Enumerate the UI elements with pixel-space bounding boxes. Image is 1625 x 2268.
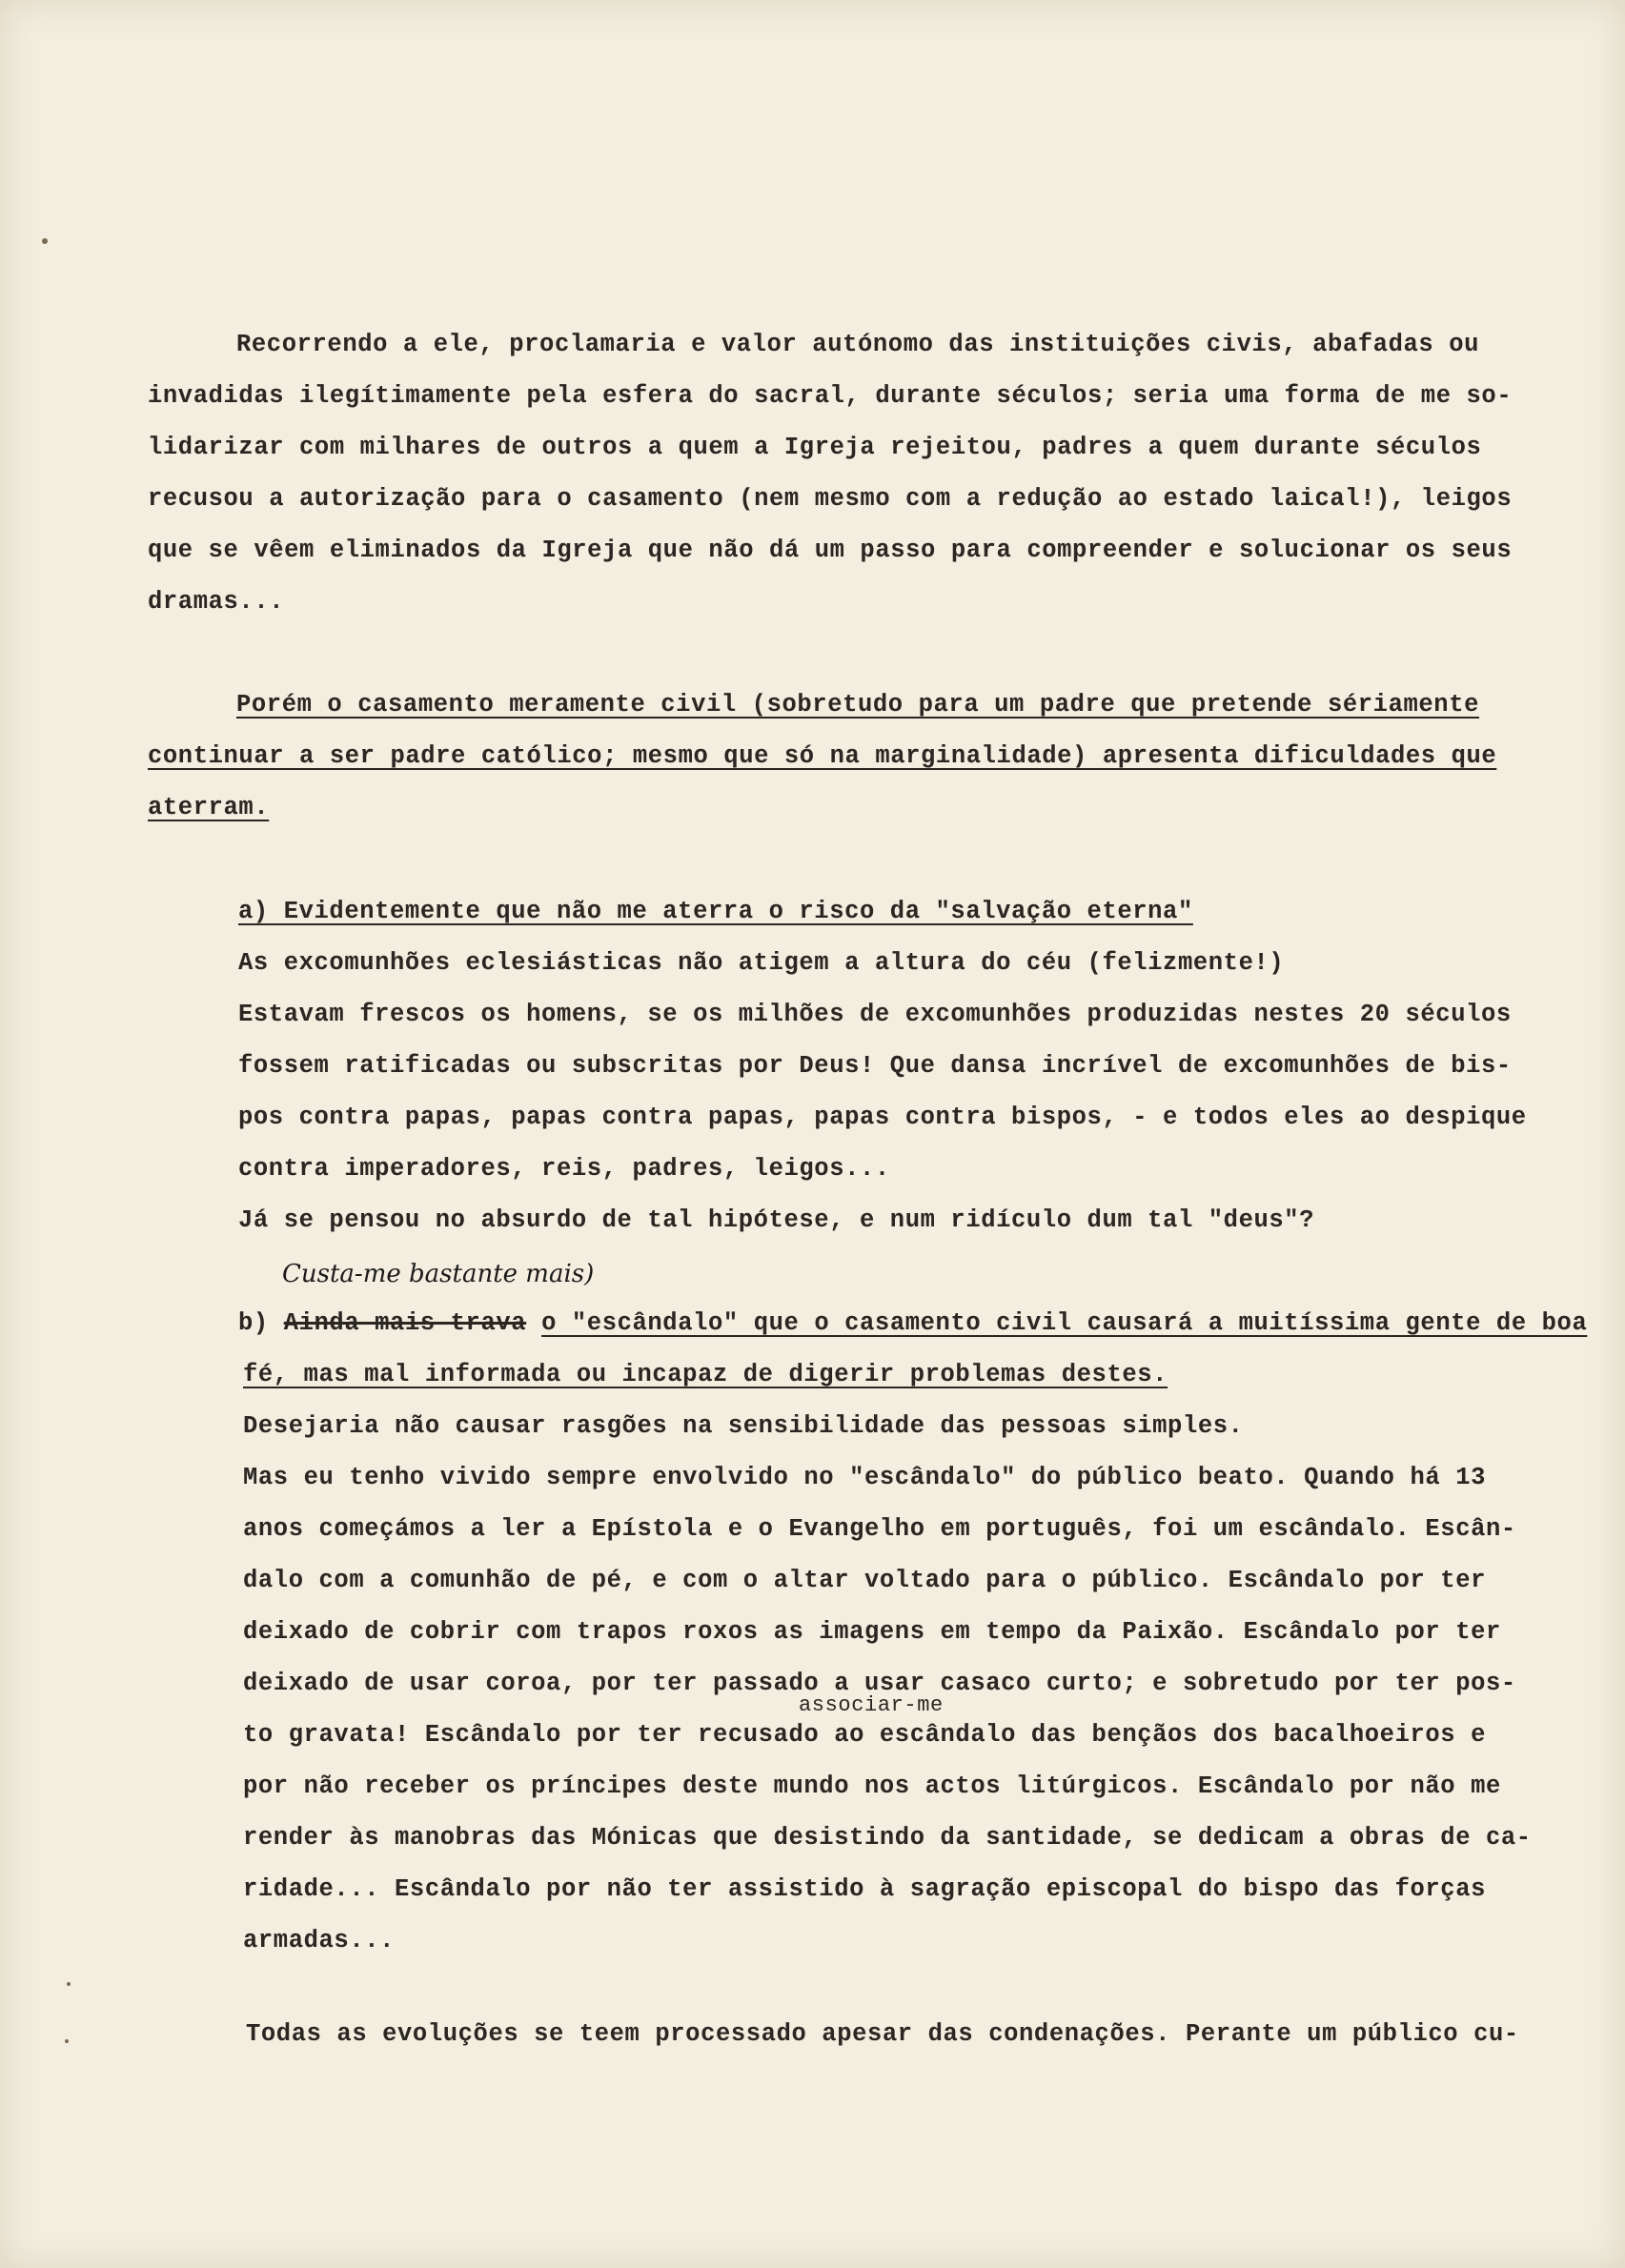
section-b-heading-text: o "escândalo" que o casamento civil causará a muitíssima gente de boa	[541, 1309, 1588, 1337]
paragraph-1-line: Recorrendo a ele, proclamaria e valor autónomo das instituições civis, abafadas ou	[236, 331, 1480, 358]
paragraph-2-line: continuar a ser padre católico; mesmo que só na marginalidade) apresenta dificuldades que	[148, 742, 1497, 770]
section-b-line: Mas eu tenho vivido sempre envolvido no "escândalo" do público beato. Quando há 13	[243, 1464, 1487, 1491]
paper-speck	[67, 1982, 71, 1986]
paragraph-1-line: que se vêem eliminados da Igreja que não dá um passo para compreender e solucionar os seus	[148, 537, 1513, 564]
section-a-line: contra imperadores, reis, padres, leigos...	[238, 1155, 890, 1183]
paragraph-1-line: recusou a autorização para o casamento (nem mesmo com a redução ao estado laical!), leigos	[148, 485, 1513, 513]
section-b-line: dalo com a comunhão de pé, e com o altar voltado para o público. Escândalo por ter	[243, 1567, 1487, 1594]
section-a-line: Já se pensou no absurdo de tal hipótese, e num ridículo dum tal "deus"?	[238, 1206, 1315, 1234]
section-a-line: As excomunhões eclesiásticas não atigem a altura do céu (felizmente!)	[238, 949, 1285, 977]
section-a-heading: a) Evidentemente que não me aterra o risco da "salvação eterna"	[238, 898, 1193, 925]
section-b-heading-line-1	[238, 1307, 1587, 1340]
paragraph-2-line: Porém o casamento meramente civil (sobretudo para um padre que pretende sériamente	[236, 691, 1480, 719]
inserted-word: associar-me	[799, 1693, 944, 1717]
section-a-line: fossem ratificadas ou subscritas por Deus! Que dansa incrível de excomunhões de bis-	[238, 1052, 1512, 1080]
paragraph-1-line: dramas...	[148, 588, 285, 616]
section-b-line: Desejaria não causar rasgões na sensibilidade das pessoas simples.	[243, 1412, 1244, 1440]
paragraph-2-line: aterram.	[148, 794, 270, 821]
section-b-line: por não receber os príncipes deste mundo nos actos litúrgicos. Escândalo por não me	[243, 1772, 1501, 1800]
section-b-line: to gravata! Escândalo por ter recusado ao escândalo das bençãos dos bacalhoeiros e	[243, 1721, 1487, 1749]
section-b-heading-line-2: fé, mas mal informada ou incapaz de digerir problemas destes.	[243, 1361, 1168, 1388]
closing-line: Todas as evoluções se teem processado apesar das condenações. Perante um público cu-	[246, 2020, 1519, 2048]
paragraph-1-line: invadidas ilegítimamente pela esfera do sacral, durante séculos; seria uma forma de me so-	[148, 382, 1513, 410]
section-b-line: render às manobras das Mónicas que desistindo da santidade, se dedicam a obras de ca-	[243, 1824, 1532, 1852]
struck-through-text: Ainda mais trava	[283, 1309, 527, 1337]
section-a-line: Estavam frescos os homens, se os milhões de excomunhões produzidas nestes 20 séculos	[238, 1001, 1512, 1028]
section-b-line: armadas...	[243, 1927, 396, 1954]
paper-speck	[65, 2039, 69, 2043]
section-b-prefix: b)	[238, 1309, 269, 1337]
paragraph-1-line: lidarizar com milhares de outros a quem a Igreja rejeitou, padres a quem durante séculos	[148, 434, 1482, 461]
section-a-line: pos contra papas, papas contra papas, papas contra bispos, - e todos eles ao despique	[238, 1104, 1527, 1131]
section-b-line: ridade... Escândalo por não ter assistido à sagração episcopal do bispo das forças	[243, 1875, 1487, 1903]
handwritten-note: Custa-me bastante mais)	[282, 1260, 595, 1288]
section-b-line: deixado de cobrir com trapos roxos as imagens em tempo da Paixão. Escândalo por ter	[243, 1618, 1501, 1646]
section-b-line: anos começámos a ler a Epístola e o Evangelho em português, foi um escândalo. Escân-	[243, 1515, 1516, 1543]
paper-speck	[42, 238, 48, 244]
section-b-line: deixado de usar coroa, por ter passado a usar casaco curto; e sobretudo por ter pos-	[243, 1670, 1516, 1697]
